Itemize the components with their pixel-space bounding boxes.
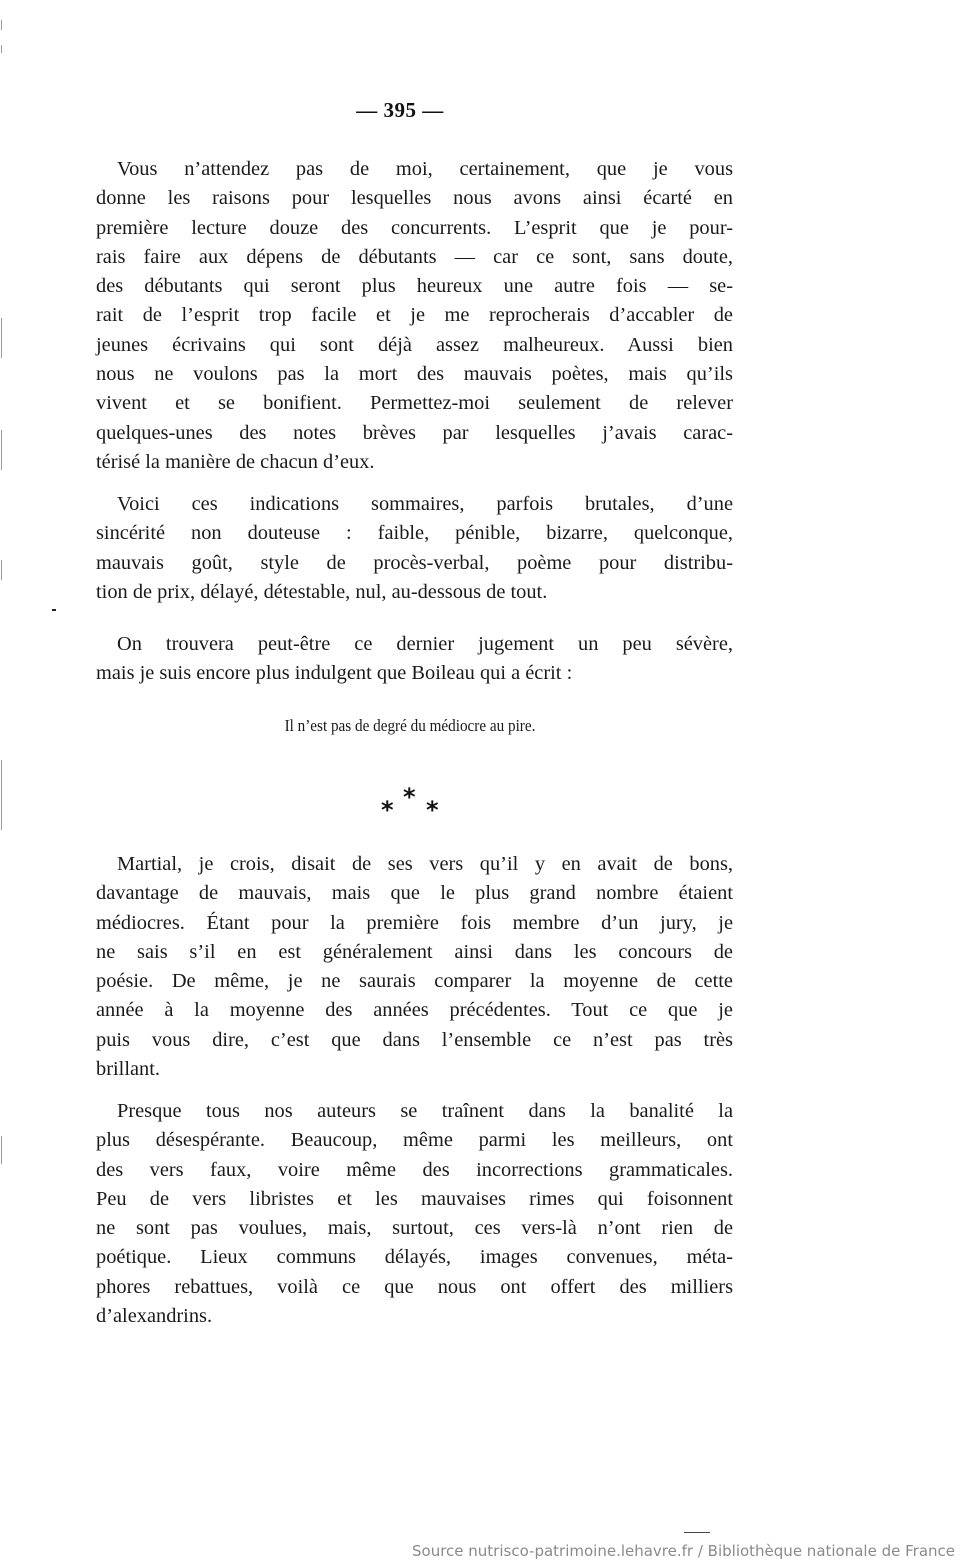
text-line: quelques-unes des notes brèves par lesquelles j’avais carac- [96,421,733,444]
scan-artifact [1,1136,2,1164]
scan-artifact [1,318,2,358]
text-line: davantage de mauvais, mais que le plus grand nombre étaient [96,882,733,905]
paragraph-5 [96,1097,733,1331]
page-number: — 395 — [356,98,444,122]
scan-artifact [1,560,2,580]
scan-artifact [1,45,2,53]
text-line: rait de l’esprit trop facile et je me reprocherais d’accabler de [96,304,733,327]
text-line: Peu de vers libristes et les mauvaises rimes qui foisonnent [96,1187,733,1210]
scan-artifact [684,1532,710,1533]
text-line: poétique. Lieux communs délayés, images convenues, méta- [96,1246,733,1269]
scan-artifact [52,609,56,611]
text-line: donne les raisons pour lesquelles nous avons ainsi écarté en [96,187,733,210]
text-line: Martial, je crois, disait de ses vers qu’il y en avait de bons, [117,853,733,875]
text-line: brillant. [96,1058,160,1081]
text-line: Presque tous nos auteurs se traînent dans la banalité la [117,1100,733,1122]
boileau-quote: Il n’est pas de degré du médiocre au pire. [284,716,536,735]
text-line: tion de prix, délayé, détestable, nul, au-dessous de tout. [96,580,548,603]
asterisk-icon: * [403,783,416,811]
scan-artifact [1,760,2,830]
text-line: d’alexandrins. [96,1305,213,1328]
text-line: des débutants qui seront plus heureux une autre fois — se- [96,275,733,298]
scan-artifact [1,430,2,470]
paragraph-3 [96,630,733,689]
text-line: On trouvera peut-être ce dernier jugement un peu sévère, [117,633,733,655]
text-line: phores rebattues, voilà ce que nous ont offert des milliers [96,1275,733,1298]
text-line: ne sais s’il en est généralement ainsi dans les concours de [96,940,733,963]
text-line: nous ne voulons pas la mort des mauvais poètes, mais qu’ils [96,363,733,386]
scan-artifact [1,20,2,30]
asterism-separator [381,784,445,824]
paragraph-1 [96,155,733,477]
text-line: médiocres. Étant pour la première fois membre d’un jury, je [96,911,733,934]
text-line: ne sont pas voulues, mais, surtout, ces vers-là n’ont rien de [96,1217,733,1240]
text-line: Vous n’attendez pas de moi, certainement, que je vous [117,158,733,180]
text-line: sincérité non douteuse : faible, pénible, bizarre, quelconque, [96,522,733,545]
asterisk-icon: * [426,796,439,824]
text-line: mauvais goût, style de procès-verbal, poème pour distribu- [96,551,733,574]
text-line: puis vous dire, c’est que dans l’ensemble ce n’est pas très [96,1028,733,1051]
text-line: poésie. De même, je ne saurais comparer la moyenne de cette [96,970,733,993]
source-attribution: Source nutrisco-patrimoine.lehavre.fr / Bibliothèque nationale de France [412,1542,955,1560]
text-line: rais faire aux dépens de débutants — car ce sont, sans doute, [96,245,733,268]
text-line: jeunes écrivains qui sont déjà assez malheureux. Aussi bien [96,333,733,356]
text-line: des vers faux, voire même des incorrections grammaticales. [96,1158,733,1181]
text-line: vivent et se bonifient. Permettez-moi seulement de relever [96,392,733,415]
text-line: plus désespérante. Beaucoup, même parmi les meilleurs, ont [96,1129,733,1152]
text-line: première lecture douze des concurrents. L’esprit que je pour- [96,216,733,239]
paragraph-4 [96,850,733,1084]
text-line: Voici ces indications sommaires, parfois brutales, d’une [117,493,733,515]
text-line: térisé la manière de chacun d’eux. [96,450,375,473]
text-line: mais je suis encore plus indulgent que Boileau qui a écrit : [96,662,573,685]
text-line: année à la moyenne des années précédentes. Tout ce que je [96,999,733,1022]
paragraph-2 [96,490,733,607]
asterisk-icon: * [381,796,394,824]
